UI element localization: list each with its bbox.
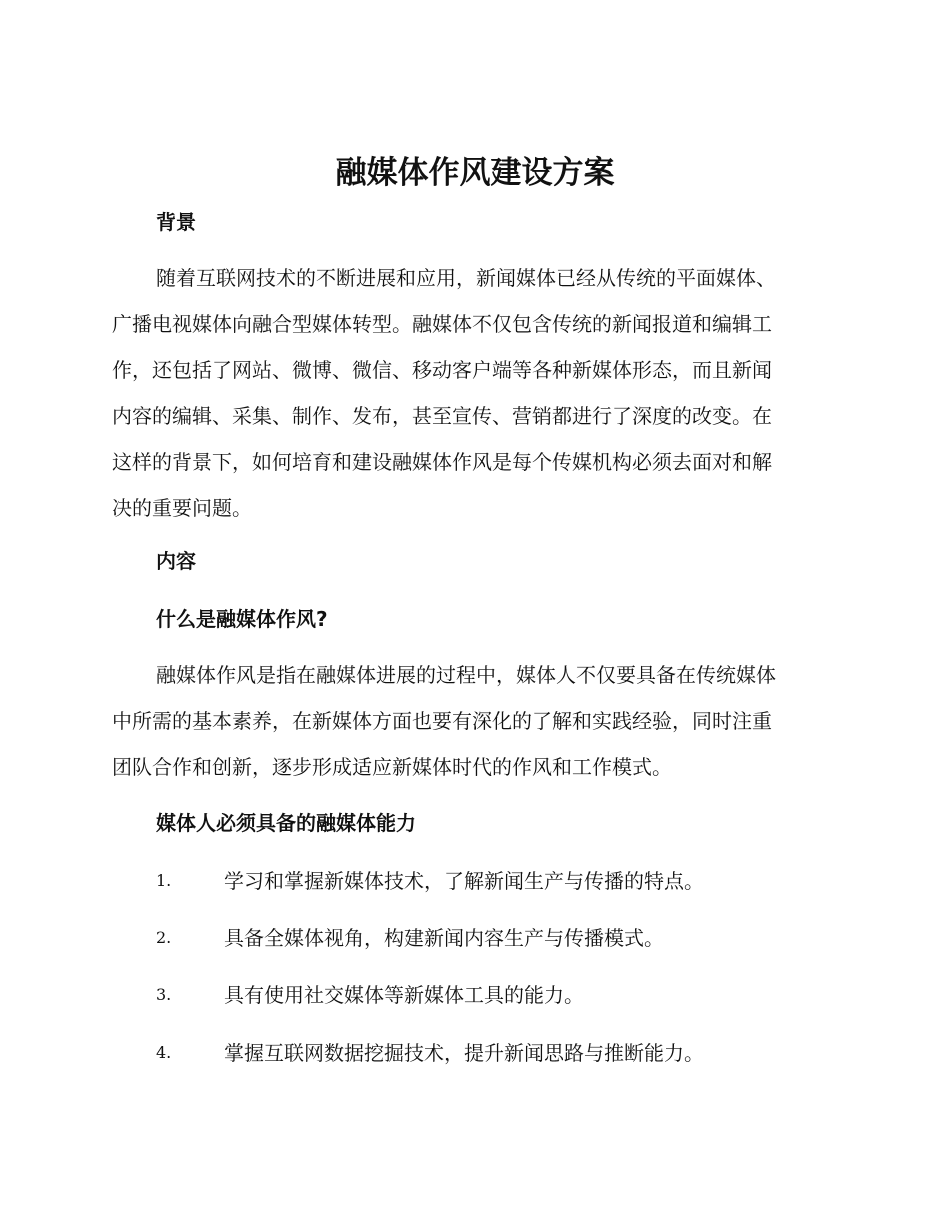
list-item: [156, 866, 856, 896]
list-item-number: 1.: [156, 871, 172, 890]
list-item-number: 3.: [156, 985, 172, 1004]
definition-paragraph: [112, 652, 832, 790]
background-paragraph: [112, 255, 832, 531]
list-item: [156, 980, 856, 1010]
paragraph-line: 内容的编辑、采集、制作、发布，甚至宣传、营销都进行了深度的改变。在: [112, 404, 772, 428]
paragraph-line: 团队合作和创新，逐步形成适应新媒体时代的作风和工作模式。: [112, 755, 672, 779]
paragraph-line: 这样的背景下，如何培育和建设融媒体作风是每个传媒机构必须去面对和解: [112, 450, 772, 474]
paragraph-line: 决的重要问题。: [112, 496, 252, 520]
section-heading-content: 内容: [156, 549, 196, 573]
paragraph-line: 随着互联网技术的不断进展和应用，新闻媒体已经从传统的平面媒体、: [156, 266, 776, 290]
paragraph-line: 广播电视媒体向融合型媒体转型。融媒体不仅包含传统的新闻报道和编辑工: [112, 312, 772, 336]
list-item: [156, 1038, 856, 1068]
list-item: [156, 923, 856, 953]
list-item-text: 具有使用社交媒体等新媒体工具的能力。: [224, 983, 584, 1007]
list-item-text: 掌握互联网数据挖掘技术，提升新闻思路与推断能力。: [224, 1041, 704, 1065]
list-item-text: 学习和掌握新媒体技术，了解新闻生产与传播的特点。: [224, 869, 704, 893]
paragraph-line: 中所需的基本素养，在新媒体方面也要有深化的了解和实践经验，同时注重: [112, 709, 772, 733]
list-item-number: 2.: [156, 928, 172, 947]
section-heading-background: 背景: [156, 210, 196, 234]
document-title: 融媒体作风建设方案: [335, 155, 615, 191]
paragraph-line: 融媒体作风是指在融媒体进展的过程中，媒体人不仅要具备在传统媒体: [156, 663, 776, 687]
list-item-number: 4.: [156, 1043, 172, 1062]
paragraph-line: 作，还包括了网站、微博、微信、移动客户端等各种新媒体形态，而且新闻: [112, 358, 772, 382]
subheading-abilities: 媒体人必须具备的融媒体能力: [156, 811, 416, 835]
list-item-text: 具备全媒体视角，构建新闻内容生产与传播模式。: [224, 926, 664, 950]
subheading-what-is: 什么是融媒体作风?: [156, 607, 328, 631]
